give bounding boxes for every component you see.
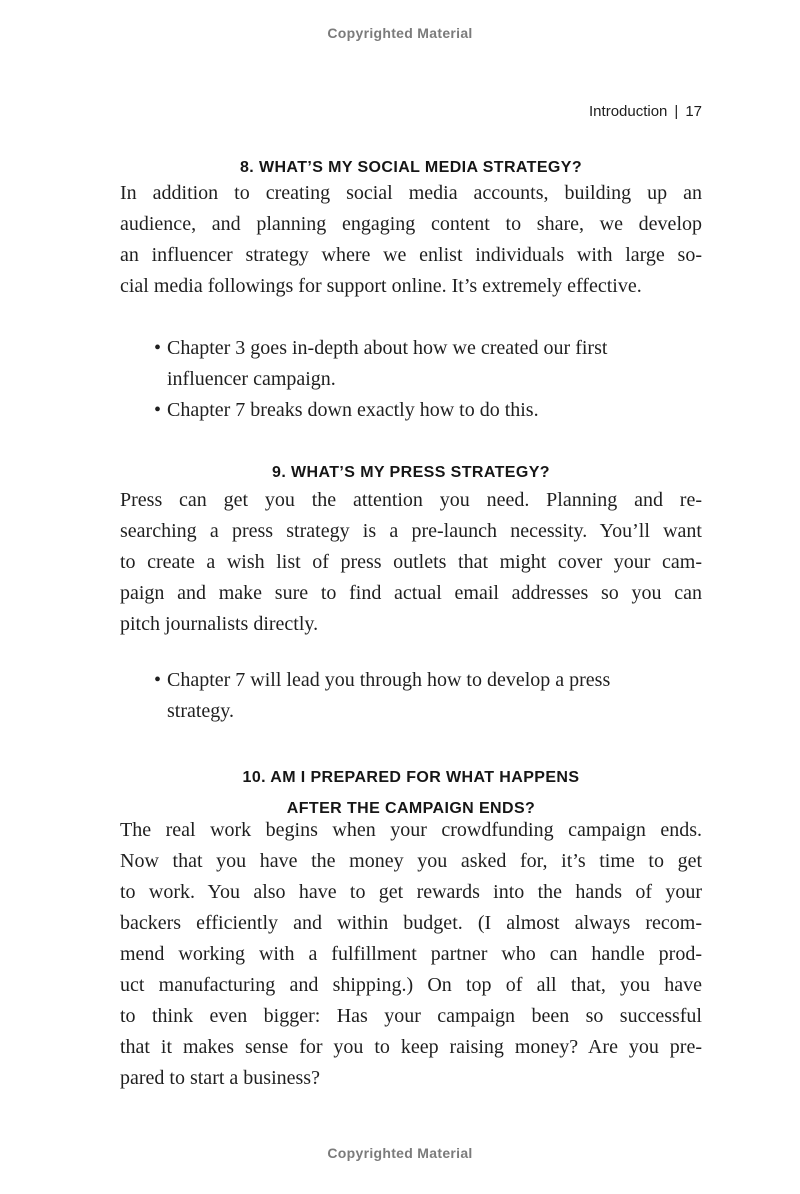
text-line: Chapter 7 will lead you through how to develop a press <box>167 669 611 691</box>
bullet-icon: • <box>154 337 162 359</box>
running-header-page-number: 17 <box>685 103 702 120</box>
text-line: 10. AM I PREPARED FOR WHAT HAPPENS <box>242 769 580 786</box>
section-8-paragraph <box>120 178 702 302</box>
bullet-item <box>120 395 702 426</box>
copyright-notice-top: Copyrighted Material <box>327 25 473 41</box>
text-line: backers efficiently and within budget. (I almost always recom- <box>120 912 702 934</box>
text-line: 9. WHAT’S MY PRESS STRATEGY? <box>272 464 550 481</box>
bullet-item <box>120 665 702 727</box>
text-line: Now that you have the money you asked for, it’s time to get <box>120 850 702 872</box>
text-line: The real work begins when your crowdfunding campaign ends. <box>120 819 702 841</box>
text-line: pared to start a business? <box>120 1067 320 1089</box>
text-line: uct manufacturing and shipping.) On top of all that, you have <box>120 974 702 996</box>
text-line: AFTER THE CAMPAIGN ENDS? <box>286 800 536 817</box>
text-line: Chapter 7 breaks down exactly how to do this. <box>167 399 539 421</box>
bullet-icon: • <box>154 399 162 421</box>
text-line: cial media followings for support online. It’s extremely effective. <box>120 275 642 297</box>
text-line: to create a wish list of press outlets that might cover your cam- <box>120 551 702 573</box>
section-9-paragraph <box>120 485 702 640</box>
bullet-icon: • <box>154 669 162 691</box>
running-header <box>120 103 702 121</box>
section-10-paragraph <box>120 815 702 1094</box>
text-line: 8. WHAT’S MY SOCIAL MEDIA STRATEGY? <box>239 159 582 176</box>
section-8-bullet-list <box>120 333 702 426</box>
text-line: influencer campaign. <box>167 368 336 390</box>
text-line: that it makes sense for you to keep raising money? Are you pre- <box>120 1036 702 1058</box>
running-header-chapter: Introduction <box>589 103 668 120</box>
text-line: audience, and planning engaging content to share, we develop <box>120 213 702 235</box>
text-line: pitch journalists directly. <box>120 613 319 635</box>
text-line: searching a press strategy is a pre-launch necessity. You’ll want <box>120 520 702 542</box>
text-column <box>120 0 702 1194</box>
text-line: to work. You also have to get rewards into the hands of your <box>120 881 702 903</box>
copyright-notice-bottom: Copyrighted Material <box>327 1145 473 1161</box>
text-line: to think even bigger: Has your campaign been so successful <box>120 1005 702 1027</box>
text-line: Press can get you the attention you need. Planning and re- <box>120 489 702 511</box>
text-line: mend working with a fulfillment partner who can handle prod- <box>120 943 702 965</box>
section-9-bullet-list <box>120 665 702 727</box>
bullet-item <box>120 333 702 395</box>
text-line: strategy. <box>167 700 235 722</box>
text-line: paign and make sure to find actual email addresses so you can <box>120 582 702 604</box>
text-line: Chapter 3 goes in-depth about how we created our first <box>167 337 608 359</box>
running-header-separator: | <box>674 103 679 120</box>
text-line: an influencer strategy where we enlist individuals with large so- <box>120 244 702 266</box>
text-line: In addition to creating social media accounts, building up an <box>120 182 702 204</box>
